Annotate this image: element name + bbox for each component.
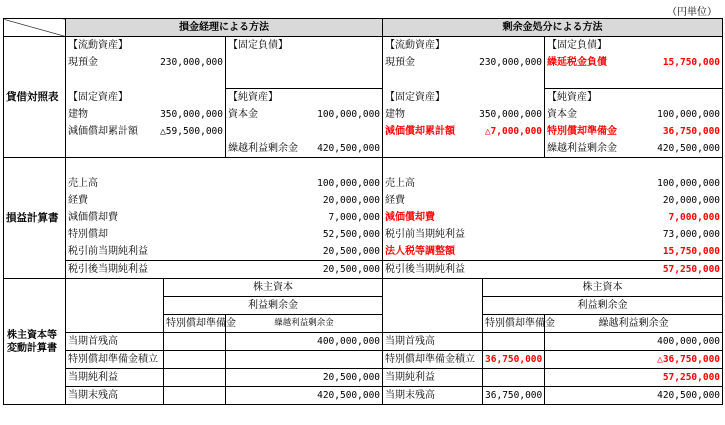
section-equity-changes: 株主資本等変動計算書 [4, 279, 66, 405]
pl-row-1 [4, 175, 723, 192]
bs-left-depreciation [66, 123, 226, 140]
ss-left-reserve-1 [164, 351, 226, 369]
bs-left-cash-value: 230,000,000 [160, 57, 223, 68]
bs-row-3 [4, 71, 723, 89]
ss-right-label-3: 当期末残高 [383, 387, 483, 405]
ss-right-carry-1: △36,750,000 [545, 351, 723, 369]
bs-right-building [383, 106, 545, 123]
bs-right-dep-value: △7,000,000 [484, 126, 543, 137]
bs-right-dtl-value: 15,750,000 [662, 57, 721, 68]
bs-right-retained-value: 420,500,000 [657, 143, 721, 154]
ss-left-label-1: 特別償却準備金積立 [66, 351, 164, 369]
ss-right-equity-header: 株主資本 [483, 279, 723, 297]
bs-right-cash-label: 現預金 [385, 57, 416, 68]
bs-left-building-value: 350,000,000 [160, 109, 223, 120]
pl-left-label-4: 税引前当期純利益 [66, 243, 226, 261]
ss-right-reserve-0 [483, 333, 545, 351]
ss-right-label-1: 特別償却準備金積立 [383, 351, 483, 369]
pl-right-value-2: 7,000,000 [545, 209, 723, 226]
ss-left-reserve-0 [164, 333, 226, 351]
comparison-table [3, 18, 723, 405]
pl-left-label-2: 減価償却費 [66, 209, 226, 226]
ss-left-label-0: 当期首残高 [66, 333, 164, 351]
pl-left-value-5: 20,500,000 [226, 261, 383, 279]
bs-right-bottom-blank [383, 140, 545, 158]
pl-right-value-0: 100,000,000 [545, 175, 723, 192]
ss-row-2 [4, 351, 723, 369]
ss-right-retained-header: 利益剰余金 [483, 297, 723, 315]
bs-right-capital-label: 資本金 [547, 109, 578, 120]
pl-left-label-5: 税引後当期純利益 [66, 261, 226, 279]
ss-left-carry-3: 420,500,000 [226, 387, 383, 405]
pl-right-value-1: 20,000,000 [545, 192, 723, 209]
bs-left-fixed-assets-heading: 【固定資産】 [66, 89, 226, 107]
bs-row-1 [4, 37, 723, 55]
ss-left-carry-0: 400,000,000 [226, 333, 383, 351]
ss-right-reserve-2 [483, 369, 545, 387]
header-expense-method: 損金経理による方法 [66, 19, 383, 37]
bs-right-retained [545, 140, 723, 158]
bs-right-blank [383, 71, 545, 89]
pl-left-label-0: 売上高 [66, 175, 226, 192]
pl-right-label-3: 税引前当期純利益 [383, 226, 545, 243]
bs-left-reserve-blank [226, 123, 383, 140]
pl-right-value-4: 15,750,000 [545, 243, 723, 261]
bs-left-bottom-blank [66, 140, 226, 158]
pl-right-label-0: 売上高 [383, 175, 545, 192]
ss-right-reserve-3: 36,750,000 [483, 387, 545, 405]
ss-row-4 [4, 387, 723, 405]
ss-right-label-0: 当期首残高 [383, 333, 483, 351]
pl-left-value-0: 100,000,000 [226, 175, 383, 192]
bs-left-building [66, 106, 226, 123]
bs-right-cash-value: 230,000,000 [479, 57, 543, 68]
ss-left-equity-header: 株主資本 [164, 279, 383, 297]
bs-left-net-assets-heading: 【純資産】 [226, 89, 383, 107]
ss-left-carry-1 [226, 351, 383, 369]
bs-left-retained-label: 繰越利益剰余金 [228, 143, 298, 154]
pl-row-4 [4, 226, 723, 243]
pl-right-label-4: 法人税等調整額 [383, 243, 545, 261]
ss-left-label-header [66, 279, 164, 333]
bs-right-dep-label: 減価償却累計額 [385, 126, 456, 137]
section-balance-sheet: 貸借対照表 [4, 37, 66, 158]
bs-row-7 [4, 140, 723, 158]
pl-right-label-5: 税引後当期純利益 [383, 261, 545, 279]
pl-left-value-4: 20,500,000 [226, 243, 383, 261]
bs-left-dep-value: △59,500,000 [160, 126, 223, 137]
bs-right-building-label: 建物 [385, 109, 406, 120]
bs-right-fixed-liab-heading: 【固定負債】 [545, 37, 723, 55]
bs-left-cash [66, 54, 226, 71]
bs-right-reserve-value: 36,750,000 [662, 126, 721, 137]
bs-left-retained [226, 140, 383, 158]
ss-right-reserve-1: 36,750,000 [483, 351, 545, 369]
pl-right-blank-top [383, 158, 723, 176]
pl-row-5 [4, 243, 723, 261]
ss-left-carry-header: 繰越利益剰余金 [226, 315, 383, 333]
bs-right-depreciation [383, 123, 545, 140]
pl-left-label-1: 経費 [66, 192, 226, 209]
section-income-statement: 損益計算書 [4, 158, 66, 279]
ss-right-label-2: 当期純利益 [383, 369, 483, 387]
bs-left-liab-blank [226, 71, 383, 89]
bs-right-current-assets-heading: 【流動資産】 [383, 37, 545, 55]
ss-right-reserve-header: 特別償却準備金 [483, 315, 545, 333]
ss-row-1 [4, 333, 723, 351]
header-surplus-method: 剰余金処分による方法 [383, 19, 723, 37]
bs-right-fixed-assets-heading: 【固定資産】 [383, 89, 545, 107]
pl-right-value-3: 73,000,000 [545, 226, 723, 243]
bs-left-capital-value: 100,000,000 [317, 109, 381, 120]
pl-left-value-2: 7,000,000 [226, 209, 383, 226]
ss-left-label-3: 当期末残高 [66, 387, 164, 405]
ss-row-3 [4, 369, 723, 387]
bs-right-reserve-label: 特別償却準備金 [547, 126, 618, 137]
header-row [4, 19, 723, 37]
ss-left-reserve-3 [164, 387, 226, 405]
bs-left-capital [226, 106, 383, 123]
pl-right-label-2: 減価償却費 [383, 209, 545, 226]
bs-right-retained-label: 繰越利益剰余金 [547, 143, 618, 154]
bs-right-capital-value: 100,000,000 [657, 109, 721, 120]
ss-right-carry-3: 420,500,000 [545, 387, 723, 405]
bs-row-6 [4, 123, 723, 140]
ss-left-label-2: 当期純利益 [66, 369, 164, 387]
bs-right-cash [383, 54, 545, 71]
bs-left-cash-label: 現預金 [68, 57, 98, 68]
pl-left-value-3: 52,500,000 [226, 226, 383, 243]
bs-left-blank [66, 71, 226, 89]
ss-right-label-header [383, 279, 483, 333]
pl-row-3 [4, 209, 723, 226]
pl-row-6 [4, 261, 723, 279]
bs-row-2 [4, 54, 723, 71]
ss-left-carry-2: 20,500,000 [226, 369, 383, 387]
ss-left-retained-header: 利益剰余金 [164, 297, 383, 315]
ss-left-reserve-2 [164, 369, 226, 387]
pl-left-blank-top [66, 158, 383, 176]
pl-row-0 [4, 158, 723, 176]
bs-row-5 [4, 106, 723, 123]
bs-left-current-assets-heading: 【流動資産】 [66, 37, 226, 55]
ss-right-carry-0: 400,000,000 [545, 333, 723, 351]
corner-diagonal-cell [4, 19, 66, 37]
ss-header-row-1 [4, 279, 723, 297]
bs-right-capital [545, 106, 723, 123]
bs-left-capital-label: 資本金 [228, 109, 258, 120]
bs-right-building-value: 350,000,000 [479, 109, 543, 120]
bs-left-dep-label: 減価償却累計額 [68, 126, 138, 137]
pl-left-value-1: 20,000,000 [226, 192, 383, 209]
bs-left-retained-value: 420,500,000 [317, 143, 381, 154]
bs-left-building-label: 建物 [68, 109, 88, 120]
pl-right-label-1: 経費 [383, 192, 545, 209]
bs-right-dtl-label: 繰延税金負債 [547, 57, 608, 68]
bs-right-net-assets-heading: 【純資産】 [545, 89, 723, 107]
bs-row-4 [4, 89, 723, 107]
pl-row-2 [4, 192, 723, 209]
bs-right-liab-blank [545, 71, 723, 89]
bs-left-empty [226, 54, 383, 71]
ss-right-carry-2: 57,250,000 [545, 369, 723, 387]
bs-left-fixed-liab-heading: 【固定負債】 [226, 37, 383, 55]
bs-right-dtl [545, 54, 723, 71]
ss-left-reserve-header: 特別償却準備金 [164, 315, 226, 333]
unit-note: （円単位） [667, 7, 717, 18]
bs-right-reserve [545, 123, 723, 140]
pl-left-label-3: 特別償却 [66, 226, 226, 243]
pl-right-value-5: 57,250,000 [545, 261, 723, 279]
ss-right-carry-header: 繰越利益剰余金 [545, 315, 723, 333]
